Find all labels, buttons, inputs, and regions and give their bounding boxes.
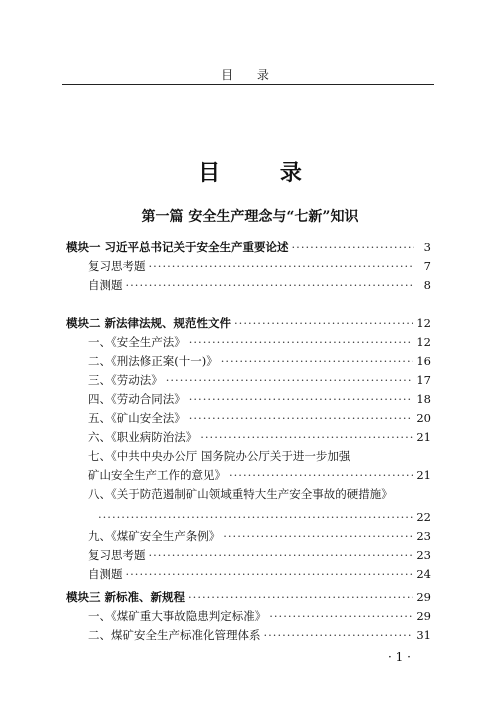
toc-entry-label: 五、《矿山安全法》 bbox=[88, 411, 186, 425]
toc-entry-label: 六、《职业病防治法》 bbox=[88, 430, 198, 444]
toc-page-number: 29 bbox=[416, 609, 431, 623]
dot-leader bbox=[269, 607, 413, 626]
dot-leader bbox=[98, 508, 413, 527]
toc-entry-label: 模块一 习近平总书记关于安全生产重要论述 bbox=[66, 240, 289, 254]
toc-page-number: 18 bbox=[416, 392, 431, 406]
toc-entry[interactable] bbox=[66, 466, 431, 485]
toc-entry[interactable] bbox=[66, 607, 431, 626]
toc-page-number: 21 bbox=[416, 430, 431, 444]
toc-module-3 bbox=[66, 588, 431, 645]
toc-page-number: 29 bbox=[416, 590, 431, 604]
page-title: 目 录 bbox=[198, 160, 328, 186]
toc-entry-label: 自测题 bbox=[88, 567, 123, 581]
toc-page-number: 8 bbox=[423, 278, 431, 292]
toc-page-number: 16 bbox=[416, 354, 431, 368]
toc-page-number: 22 bbox=[416, 510, 431, 524]
dot-leader bbox=[149, 546, 414, 565]
toc-entry[interactable] bbox=[66, 588, 431, 607]
dot-leader bbox=[126, 565, 414, 584]
toc-entry-label: 自测题 bbox=[88, 278, 123, 292]
dot-leader bbox=[292, 238, 414, 257]
toc-page-number: 7 bbox=[423, 259, 431, 273]
toc-page-number: 12 bbox=[416, 316, 431, 330]
toc-entry-label: 模块三 新标准、新规程 bbox=[66, 590, 186, 604]
toc-page-number: 12 bbox=[416, 335, 431, 349]
page-folio: · 1 · bbox=[388, 650, 411, 664]
toc-page-number: 3 bbox=[423, 240, 431, 254]
toc-entry-line1[interactable]: 八、《关于防范遏制矿山领域重特大生产安全事故的硬措施》 bbox=[88, 487, 393, 501]
toc-entry-label: 一、《煤矿重大事故隐患判定标准》 bbox=[88, 609, 267, 623]
toc-page-number: 17 bbox=[416, 373, 431, 387]
toc-entry[interactable] bbox=[66, 333, 431, 352]
toc-entry[interactable] bbox=[66, 238, 431, 257]
dot-leader bbox=[189, 390, 414, 409]
toc-entry[interactable] bbox=[66, 276, 431, 295]
dot-leader bbox=[189, 333, 414, 352]
toc-entry-line1[interactable]: 七、《中共中央办公厅 国务院办公厅关于进一步加强 bbox=[88, 449, 351, 463]
toc-entry[interactable] bbox=[66, 546, 431, 565]
running-head: 目 录 bbox=[221, 68, 279, 82]
toc-entry-label: 矿山安全生产工作的意见》 bbox=[88, 468, 226, 482]
toc-entry[interactable] bbox=[66, 527, 431, 546]
dot-leader bbox=[188, 588, 413, 607]
toc-module-2 bbox=[66, 314, 431, 584]
toc-page-number: 23 bbox=[416, 548, 431, 562]
toc-page-number: 20 bbox=[416, 411, 431, 425]
toc-entry[interactable] bbox=[66, 257, 431, 276]
dot-leader bbox=[149, 257, 415, 276]
part-title: 第一篇 安全生产理念与“七新”知识 bbox=[141, 209, 359, 225]
toc-page-number: 31 bbox=[416, 628, 431, 642]
toc-entry[interactable] bbox=[66, 626, 431, 645]
toc-entry-label: 三、《劳动法》 bbox=[88, 373, 163, 387]
dot-leader bbox=[229, 466, 413, 485]
toc-entry-label: 模块二 新法律法规、规范性文件 bbox=[66, 316, 232, 330]
toc-page-number: 24 bbox=[416, 567, 431, 581]
toc-entry[interactable] bbox=[66, 390, 431, 409]
toc-entry-label: 复习思考题 bbox=[88, 548, 146, 562]
dot-leader bbox=[166, 371, 414, 390]
dot-leader bbox=[223, 527, 413, 546]
toc-entry-label: 一、《安全生产法》 bbox=[88, 335, 186, 349]
dot-leader bbox=[264, 626, 414, 645]
toc-entry[interactable] bbox=[66, 371, 431, 390]
dot-leader bbox=[221, 352, 414, 371]
toc-entry-label: 二、煤矿安全生产标准化管理体系 bbox=[88, 628, 261, 642]
toc-page-number: 23 bbox=[416, 529, 431, 543]
dot-leader bbox=[189, 409, 414, 428]
dot-leader bbox=[126, 276, 415, 295]
toc-entry[interactable] bbox=[66, 428, 431, 447]
dot-leader bbox=[200, 428, 413, 447]
toc-entry-label: 复习思考题 bbox=[88, 259, 146, 273]
toc-entry[interactable] bbox=[66, 314, 431, 333]
toc-module-1 bbox=[66, 238, 431, 295]
header-rule bbox=[62, 84, 434, 85]
dot-leader bbox=[234, 314, 413, 333]
toc-entry-label: 四、《劳动合同法》 bbox=[88, 392, 186, 406]
toc-entry[interactable] bbox=[66, 508, 431, 527]
toc-entry-label: 九、《煤矿安全生产条例》 bbox=[88, 529, 221, 543]
toc-entry[interactable] bbox=[66, 565, 431, 584]
toc-page-number: 21 bbox=[416, 468, 431, 482]
toc-entry[interactable] bbox=[66, 352, 431, 371]
toc-entry-label: 二、《刑法修正案(十一)》 bbox=[88, 354, 218, 368]
toc-entry[interactable] bbox=[66, 409, 431, 428]
